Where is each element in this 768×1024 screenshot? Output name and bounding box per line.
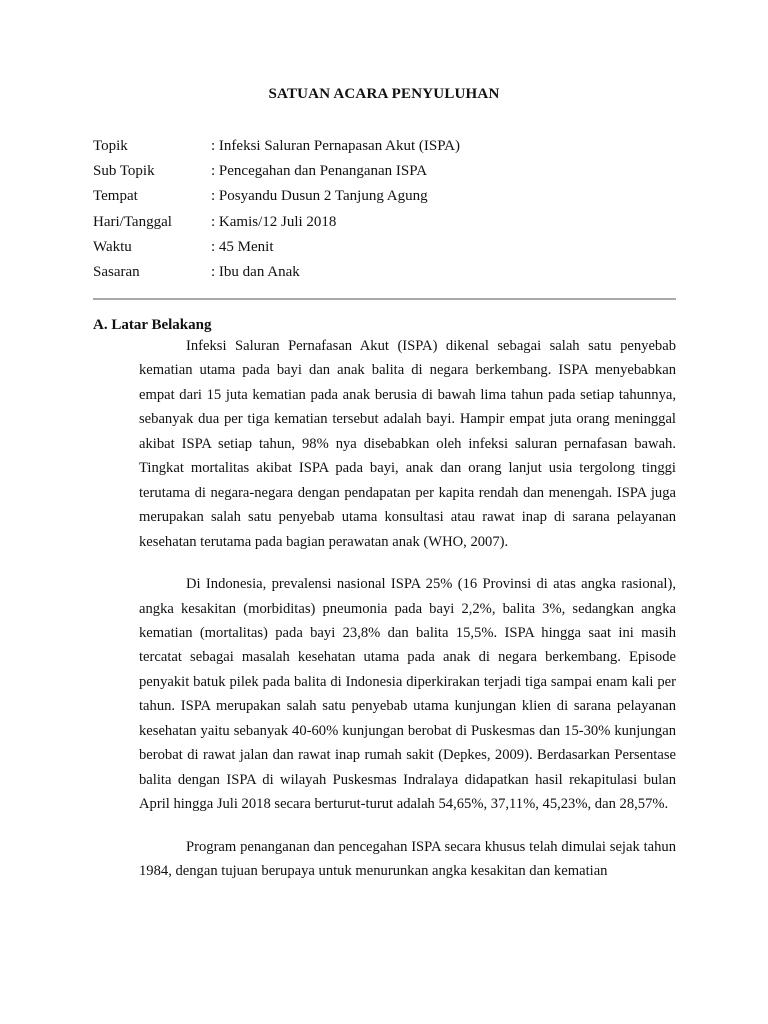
meta-row-tempat (93, 184, 693, 209)
meta-value: : Ibu dan Anak (211, 263, 300, 280)
section-body (139, 334, 676, 902)
document-title: SATUAN ACARA PENYULUHAN (268, 86, 500, 102)
meta-row-sub-topik (93, 159, 693, 184)
meta-key: Tempat (93, 188, 138, 205)
meta-value: : Pencegahan dan Penanganan ISPA (211, 163, 428, 180)
meta-row-topik (93, 134, 693, 159)
meta-row-waktu (93, 235, 693, 260)
meta-key: Hari/Tanggal (93, 213, 172, 230)
body-paragraph: Program penanganan dan pencegahan ISPA secara khusus telah dimulai sejak tahun 1984, dengan tujuan berupaya untuk menurunkan angka kesakitan dan kematian (139, 838, 676, 880)
meta-table (93, 134, 693, 285)
body-paragraph: Infeksi Saluran Pernafasan Akut (ISPA) dikenal sebagai salah satu penyebab kematian utama pada bayi dan anak balita di negara berkembang. ISPA menyebabkan empat dari 15 juta kematian pada anak berusia di bawah lima tahun pada setiap tahunnya, sebanyak dua per tiga kematian tersebut adalah bayi. Hampir empat juta orang meninggal akibat ISPA setiap tahun, 98% nya disebabkan oleh infeksi saluran pernafasan bawah. Tingkat mortalitas akibat ISPA pada bayi, anak dan orang lanjut usia tergolong tinggi terutama di negara-negara dengan pendapatan per kapita rendah dan menengah. ISPA juga merupakan salah satu penyebab utama konsultasi atau rawat inap di sarana pelayanan kesehatan terutama pada bagian perawatan anak (WHO, 2007). (139, 338, 676, 550)
meta-key: Sasaran (93, 263, 140, 280)
meta-value: : 45 Menit (211, 238, 274, 255)
meta-key: Topik (93, 138, 128, 154)
section-heading-latar-belakang: A. Latar Belakang (93, 317, 212, 333)
body-paragraph: Di Indonesia, prevalensi nasional ISPA 25% (16 Provinsi di atas angka rasional), angka kesakitan (morbiditas) pneumonia pada bayi 2,2%, balita 3%, sedangkan angka kematian (mortalitas) pada bayi 23,8% dan balita 15,5%. ISPA hingga saat ini masih tercatat sebagai masalah kesehatan utama pada anak di negara berkembang. Episode penyakit batuk pilek pada balita di Indonesia diperkirakan terjadi tiga sampai enam kali per tahun. ISPA merupakan salah satu penyebab utama kunjungan klien di sarana pelayanan kesehatan yaitu sebanyak 40-60% kunjungan berobat di Puskesmas dan 15-30% kunjungan berobat di rawat jalan dan rawat inap rumah sakit (Depkes, 2009). Berdasarkan Persentase balita dengan ISPA di wilayah Puskesmas Indralaya didapatkan hasil rekapitulasi bulan April hingga Juli 2018 secara berturut-turut adalah 54,65%, 37,11%, 45,23%, dan 28,57%. (139, 576, 676, 813)
meta-key: Sub Topik (93, 163, 155, 180)
meta-row-sasaran (93, 260, 693, 285)
meta-key: Waktu (93, 238, 132, 255)
meta-value: : Infeksi Saluran Pernapasan Akut (ISPA) (211, 138, 460, 154)
meta-value: : Posyandu Dusun 2 Tanjung Agung (211, 188, 428, 205)
meta-row-hari-tanggal (93, 210, 693, 235)
meta-value: : Kamis/12 Juli 2018 (211, 213, 337, 230)
section-divider (93, 298, 676, 300)
